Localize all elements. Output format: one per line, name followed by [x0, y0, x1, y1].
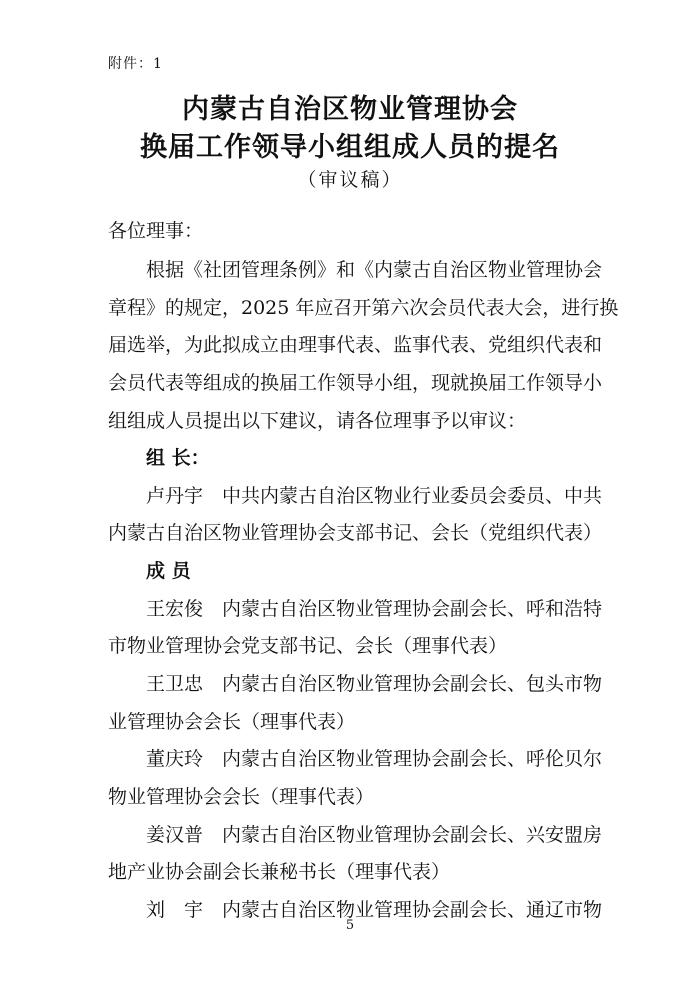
member-line: 物业管理协会会长（理事代表）	[108, 786, 375, 808]
leader-line: 内蒙古自治区物业管理协会支部书记、会长（党组织代表）	[108, 522, 603, 544]
member-line: 董庆玲 内蒙古自治区物业管理协会副会长、呼伦贝尔	[146, 748, 603, 770]
member-line: 刘 宇 内蒙古自治区物业管理协会副会长、通辽市物	[146, 899, 603, 921]
member-line: 姜汉普 内蒙古自治区物业管理协会副会长、兴安盟房	[146, 824, 603, 846]
body-line: 章程》的规定，2025 年应召开第六次会员代表大会，进行换	[108, 297, 619, 319]
member-line: 市物业管理协会党支部书记、会长（理事代表）	[108, 635, 508, 657]
body-line: 届选举，为此拟成立由理事代表、监事代表、党组织代表和	[108, 334, 603, 356]
body-line: 会员代表等组成的换届工作领导小组，现就换届工作领导小	[108, 372, 603, 394]
member-line: 地产业协会副会长兼秘书长（理事代表）	[108, 861, 451, 883]
page-number: 5	[345, 918, 355, 933]
document-title-line-2: 换届工作领导小组组成人员的提名	[140, 132, 560, 163]
salutation: 各位理事：	[108, 220, 204, 242]
leader-heading: 组 长：	[146, 447, 210, 469]
body-line: 根据《社团管理条例》和《内蒙古自治区物业管理协会	[146, 259, 603, 281]
body-line: 组组成人员提出以下建议，请各位理事予以审议：	[108, 410, 527, 432]
member-line: 王卫忠 内蒙古自治区物业管理协会副会长、包头市物	[146, 673, 603, 695]
members-heading: 成 员	[146, 560, 191, 582]
document-title-line-1: 内蒙古自治区物业管理协会	[182, 94, 518, 125]
member-line: 业管理协会会长（理事代表）	[108, 711, 356, 733]
document-subtitle: （审议稿）	[297, 169, 403, 191]
leader-line: 卢丹宇 中共内蒙古自治区物业行业委员会委员、中共	[146, 485, 603, 507]
attachment-label: 附件：1	[108, 56, 163, 72]
member-line: 王宏俊 内蒙古自治区物业管理协会副会长、呼和浩特	[146, 598, 603, 620]
